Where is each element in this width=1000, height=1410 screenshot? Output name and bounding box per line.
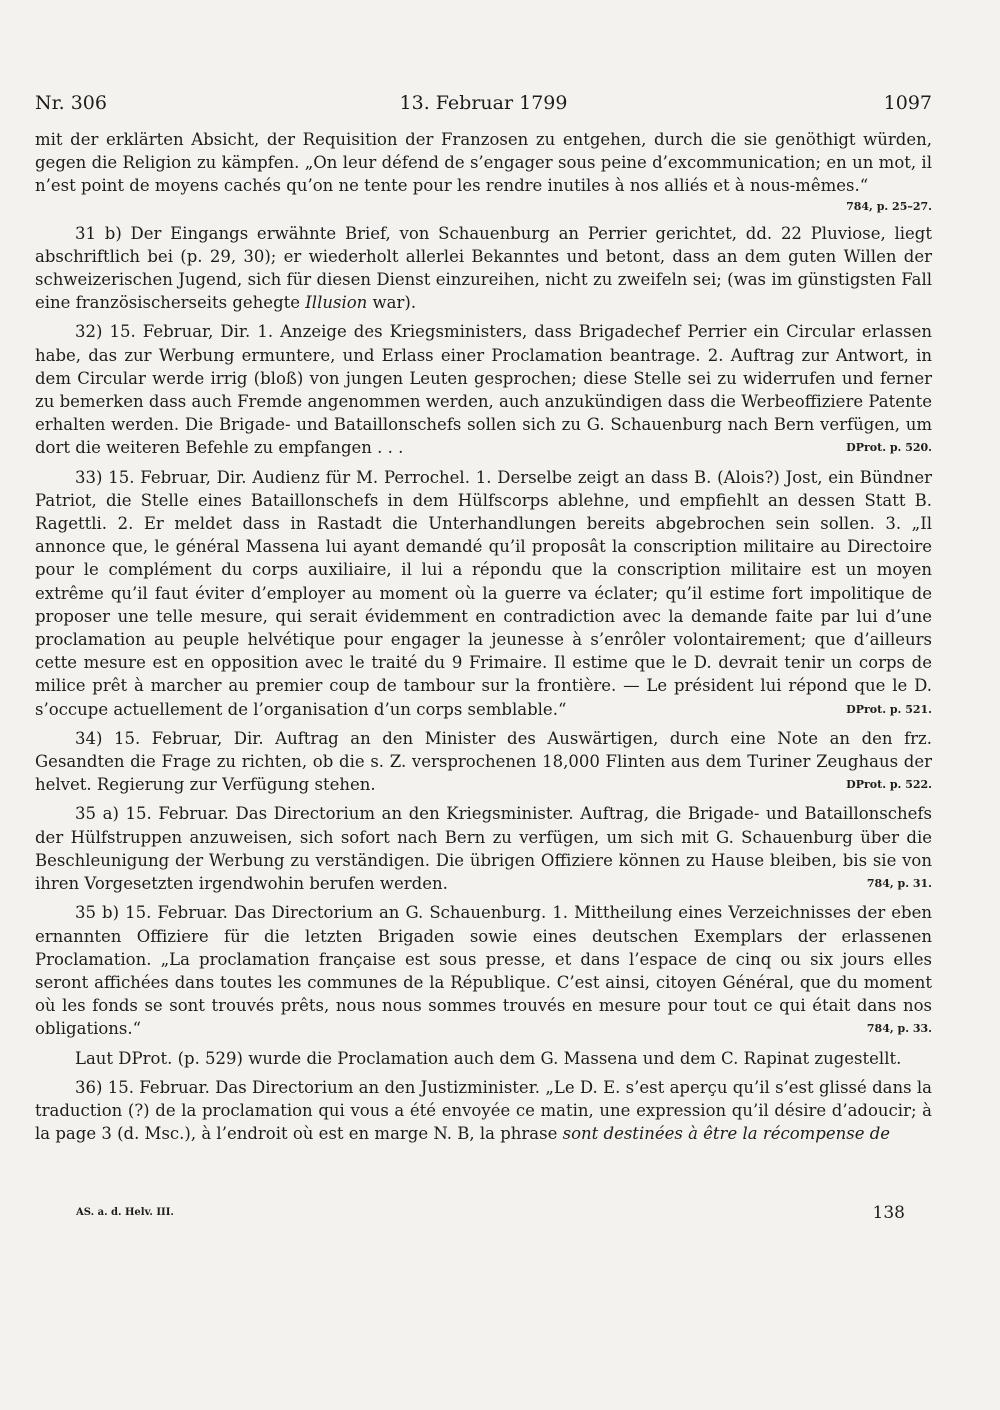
footer-sheet-number: 138 (872, 1203, 905, 1223)
footer-signature: AS. a. d. Helv. III. (76, 1207, 174, 1218)
paragraph-intro: mit der erklärten Absicht, der Requisition der Franzosen zu entgehen, durch die sie genöthigt würden, gegen die Religion zu kämpfen. „On leur défend de s’engager sous peine d’excommunication; en un mot, il n’est point de moyens cachés qu’on ne tente pour les rendre inutiles à nos alliés et à nous-mêmes.“ (35, 130, 932, 196)
reference-34: DProt. p. 522. (846, 778, 932, 792)
paragraph-31b-italic: Illusion (305, 293, 368, 313)
reference-35a: 784, p. 31. (866, 877, 932, 891)
paragraph-31b-end: war). (367, 293, 417, 313)
paragraph-33-text: 33) 15. Februar, Dir. Audienz für M. Perrochel. 1. Derselbe zeigt an dass B. (Alois?) Jost, ein Bündner Patriot, die Stelle eines Bataillonschefs in dem Hülfscorps ablehne, und empfiehlt an dessen Statt B. Ragettli. 2. Er meldet dass in Rastadt die Unterhandlungen bereits abgebrochen sein sollen. 3. „Il annonce que, le général Massena lui ayant demandé qu’il proposât la conscription militaire au Directoire pour le complément du corps auxiliaire, il lui a répondu que la conscription militaire est un moyen extrême qu’il faut éviter d’employer au moment où la guerre va éclater; qu’il estime fort impolitique de proposer une telle mesure, qui serait évidemment en contradiction avec la demande faite par lui d’une proclamation au peuple helvétique pour engager la jeunesse à s’enrôler volontairement; que d’ailleurs cette mesure est en opposition avec le traité du 9 Frimaire. Il estime que le D. devrait tenir un corps de milice prêt à marcher au premier coup de tambour sur la frontière. — Le président lui répond que le D. s’occupe actuellement de l’organisation d’un corps semblable.“ (35, 467, 932, 719)
paragraph-34 (35, 727, 932, 797)
paragraph-33 (35, 466, 932, 721)
document-number: Nr. 306 (35, 92, 107, 114)
paragraph-32 (35, 320, 932, 459)
page-header (35, 92, 932, 122)
paragraph-34-text: 34) 15. Februar, Dir. Auftrag an den Minister des Auswärtigen, durch eine Note an den frz. Gesandten die Frage zu richten, ob die s. Z. versprochenen 18,000 Flinten aus dem Turiner Zeughaus der helvet. Regierung zur Verfügung stehen. (35, 728, 932, 795)
paragraph-35a (35, 802, 932, 895)
reference-intro: 784, p. 25–27. (846, 199, 932, 213)
paragraph-35b (35, 901, 932, 1040)
page-body (35, 128, 932, 1145)
paragraph-36-italic: sont destinées à être la récompense de (562, 1124, 891, 1144)
paragraph-31b (35, 222, 932, 315)
paragraph-32-text: 32) 15. Februar, Dir. 1. Anzeige des Kriegsministers, dass Brigadechef Perrier ein Circular erlassen habe, das zur Werbung ermuntere, und Erlass einer Proclamation beantrage. 2. Auftrag zur Antwort, in dem Circular werde irrig (bloß) von jungen Leuten gesprochen; diese Stelle sei zu widerrufen und ferner zu bemerken dass auch Fremde angenommen werden, auch anzukündigen dass die Werbeoffiziere Patente erhalten werden. Die Brigade- und Bataillonschefs sollen sich zu G. Schauenburg nach Bern verfügen, um dort die weiteren Befehle zu empfangen . . . (35, 322, 932, 458)
paragraph-36-text: 36) 15. Februar. Das Directorium an den Justizminister. „Le D. E. s’est aperçu qu’il s’est glissé dans la traduction (?) de la proclamation qui vous a été envoyée ce matin, une expression qu’il désire d’adoucir; à la page 3 (d. Msc.), à l’endroit où est en marge N. B, la phrase (35, 1077, 932, 1144)
page-number: 1097 (883, 92, 932, 114)
paragraph-35b-text: 35 b) 15. Februar. Das Directorium an G. Schauenburg. 1. Mittheilung eines Verzeichnisses der eben ernannten Offiziere für die letzten Brigaden sowie eines deutschen Exemplars der erlassenen Proclamation. „La proclamation française est sous presse, et dans l’espace de cinq ou six jours elles seront affichées dans toutes les communes de la République. C’est ainsi, citoyen Général, que du moment où les fonds se sont trouvés prêts, nous nous sommes trouvés en mesure pour tout ce qui était dans nos obligations.“ (35, 903, 932, 1039)
page-footer (76, 1203, 905, 1227)
paragraph-31b-text: 31 b) Der Eingangs erwähnte Brief, von Schauenburg an Perrier gerichtet, dd. 22 Pluviose, liegt abschriftlich bei (p. 29, 30); er wiederholt allerlei Bekanntes und betont, dass an dem guten Willen der schweizerischen Jugend, sich für diesen Dienst einzureihen, nicht zu zweifeln sei; (was im günstigsten Fall eine französischerseits gehegte (35, 223, 932, 313)
header-date: 13. Februar 1799 (399, 92, 568, 114)
reference-35b: 784, p. 33. (866, 1022, 932, 1036)
paragraph-36 (35, 1076, 932, 1146)
paragraph-laut: Laut DProt. (p. 529) wurde die Proclamation auch dem G. Massena und dem C. Rapinat zugestellt. (75, 1048, 902, 1068)
paragraph-35a-text: 35 a) 15. Februar. Das Directorium an den Kriegsminister. Auftrag, die Brigade- und Bataillonschefs der Hülfstruppen anzuweisen, sich sofort nach Bern zu verfügen, um sich mit G. Schauenburg über die Beschleunigung der Werbung zu verständigen. Die übrigen Offiziere können zu Hause bleiben, bis sie von ihren Vorgesetzten irgendwohin berufen werden. (35, 804, 932, 894)
reference-32: DProt. p. 520. (846, 441, 932, 455)
reference-33: DProt. p. 521. (846, 702, 932, 716)
